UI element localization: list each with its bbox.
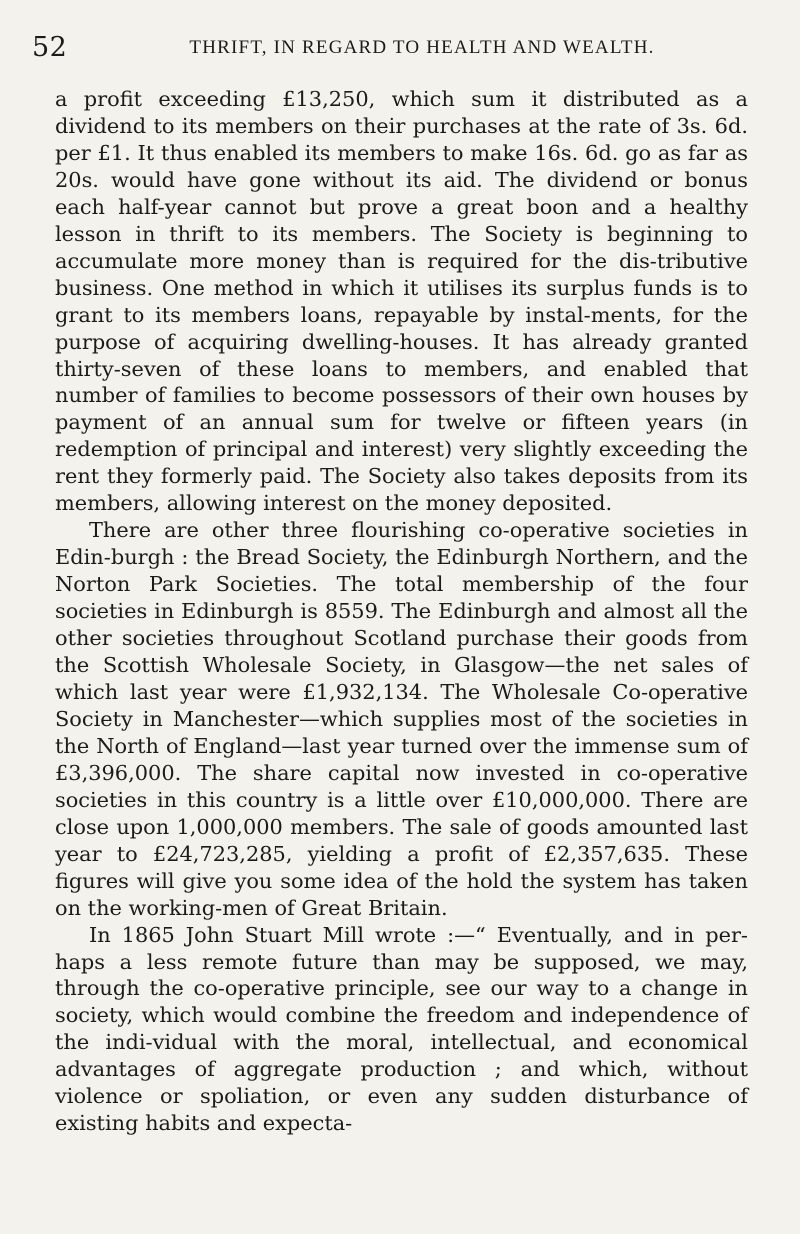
body-text <box>55 86 748 1137</box>
running-title: THRIFT, IN REGARD TO HEALTH AND WEALTH. <box>189 37 655 58</box>
paragraph: In 1865 John Stuart Mill wrote :—“ Eventually, and in per-haps a less remote future than may be supposed, we may, through the co-operative principle, see our way to a change in society, which would combine the freedom and independence of the indi-vidual with the moral, intellectual, and economical advantages of aggregate production ; and which, without violence or spoliation, or even any sudden disturbance of existing habits and expecta- <box>55 922 748 1136</box>
paragraph: a profit exceeding £13,250, which sum it distributed as a dividend to its members on their purchases at the rate of 3s. 6d. per £1. It thus enabled its members to make 16s. 6d. go as far as 20s. would have gone without its aid. The dividend or bonus each half-year cannot but prove a great boon and a healthy lesson in thrift to its members. The Society is beginning to accumulate more money than is required for the dis-tributive business. One method in which it utilises its surplus funds is to grant to its members loans, repayable by instal-ments, for the purpose of acquiring dwelling-houses. It has already granted thirty-seven of these loans to members, and enabled that number of families to become possessors of their own houses by payment of an annual sum for twelve or fifteen years (in redemption of principal and interest) very slightly exceeding the rent they formerly paid. The Society also takes deposits from its members, allowing interest on the money deposited. <box>55 87 748 516</box>
page-number: 52 <box>32 32 68 63</box>
paragraph: There are other three flourishing co-operative societies in Edin-burgh : the Bread Society, the Edinburgh Northern, and the Norton Park Societies. The total membership of the four societies in Edinburgh is 8559. The Edinburgh and almost all the other societies throughout Scotland purchase their goods from the Scottish Wholesale Society, in Glasgow—the net sales of which last year were £1,932,134. The Wholesale Co-operative Society in Manchester—which supplies most of the societies in the North of England—last year turned over the immense sum of £3,396,000. The share capital now invested in co-operative societies in this country is a little over £10,000,000. There are close upon 1,000,000 members. The sale of goods amounted last year to £24,723,285, yielding a profit of £2,357,635. These figures will give you some idea of the hold the system has taken on the working-men of Great Britain. <box>55 518 748 920</box>
page-header <box>32 28 737 68</box>
